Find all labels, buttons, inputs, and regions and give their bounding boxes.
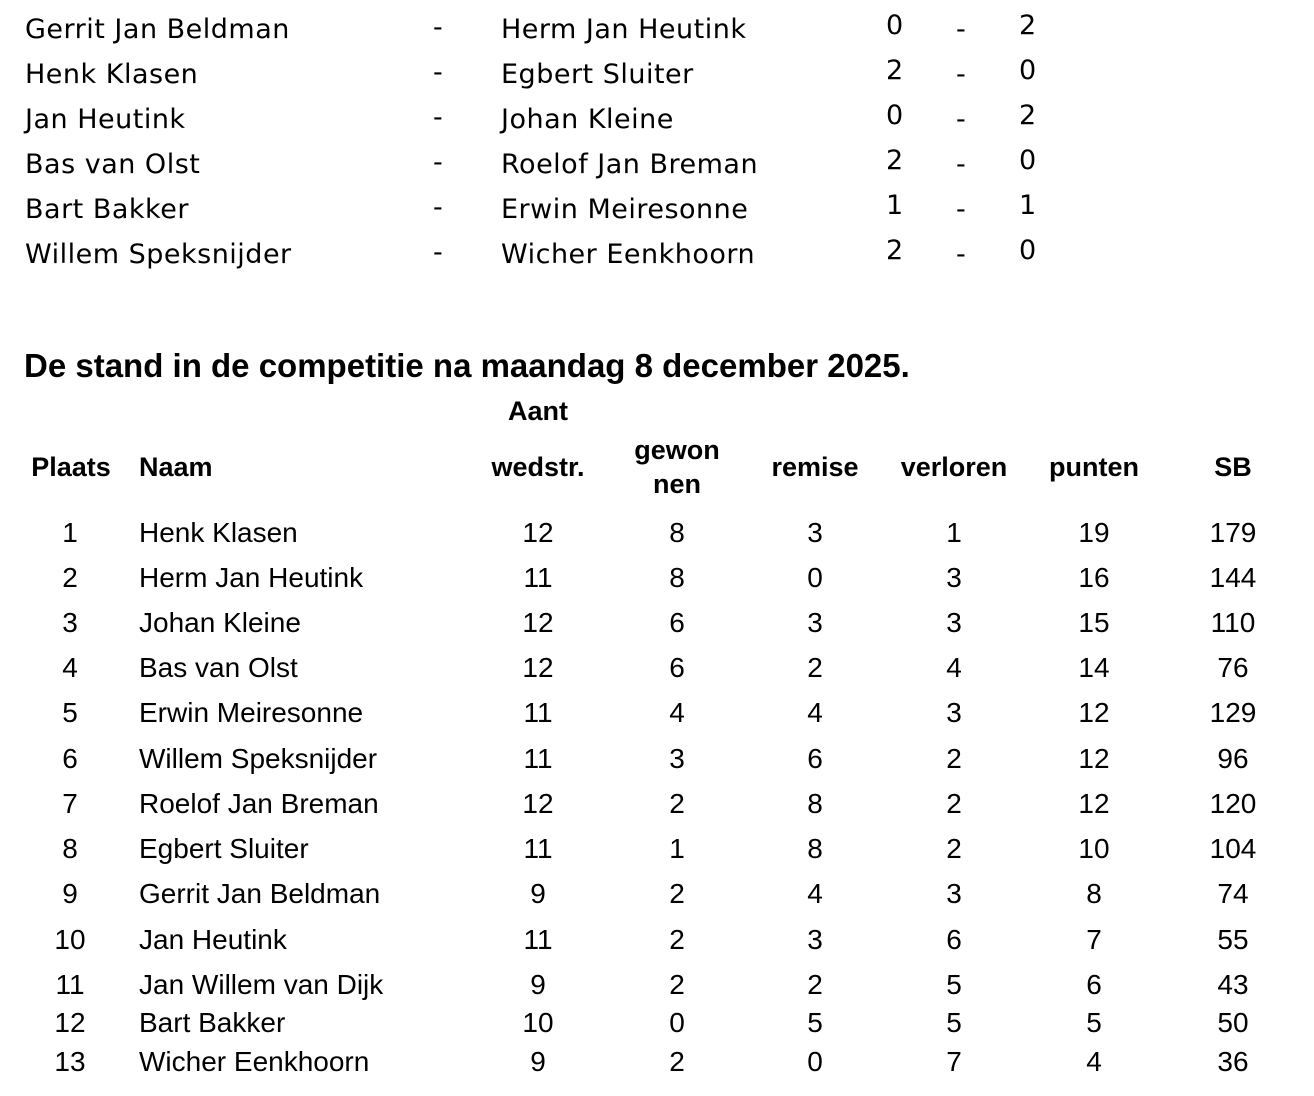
cell-punten: 4 — [1086, 1046, 1102, 1077]
cell-remise: 4 — [807, 697, 823, 728]
cell-gewonnen: 8 — [669, 562, 685, 593]
cell-naam: Willem Speksnijder — [139, 743, 378, 774]
cell-plaats: 8 — [62, 833, 78, 864]
away-score: 0 — [1019, 55, 1037, 86]
cell-wedstr: 10 — [522, 1007, 554, 1038]
home-player: Bas van Olst — [25, 149, 201, 180]
cell-gewonnen: 2 — [669, 1046, 685, 1077]
cell-verloren: 6 — [946, 924, 962, 955]
cell-remise: 5 — [807, 1007, 823, 1038]
header-punten: punten — [1049, 452, 1139, 482]
cell-verloren: 2 — [946, 743, 962, 774]
cell-sb: 104 — [1209, 833, 1257, 864]
cell-punten: 12 — [1078, 743, 1110, 774]
home-score: 0 — [886, 10, 904, 41]
cell-remise: 3 — [807, 517, 823, 548]
result-row — [0, 135, 1314, 180]
home-score: 2 — [886, 235, 904, 266]
cell-naam: Henk Klasen — [139, 517, 298, 548]
cell-verloren: 3 — [946, 607, 962, 638]
cell-gewonnen: 2 — [669, 878, 685, 909]
cell-gewonnen: 1 — [669, 833, 685, 864]
cell-sb: 144 — [1209, 562, 1257, 593]
cell-naam: Herm Jan Heutink — [139, 562, 364, 593]
away-player: Wicher Eenkhoorn — [501, 239, 756, 270]
standings-title: De stand in de competitie na maandag 8 december 2025. — [24, 347, 910, 384]
result-row — [0, 0, 1314, 45]
cell-gewonnen: 2 — [669, 924, 685, 955]
cell-verloren: 2 — [946, 788, 962, 819]
away-player: Erwin Meiresonne — [501, 194, 749, 225]
table-row — [0, 874, 1314, 914]
table-row — [0, 739, 1314, 779]
cell-remise: 6 — [807, 743, 823, 774]
table-row — [0, 920, 1314, 960]
cell-naam: Bart Bakker — [139, 1007, 286, 1038]
versus-separator: - — [433, 12, 444, 43]
cell-verloren: 1 — [946, 517, 962, 548]
cell-punten: 15 — [1078, 607, 1110, 638]
header-naam: Naam — [139, 452, 213, 482]
header-plaats: Plaats — [31, 452, 111, 482]
cell-plaats: 1 — [62, 517, 78, 548]
header-verloren: verloren — [900, 452, 1008, 482]
cell-gewonnen: 8 — [669, 517, 685, 548]
cell-remise: 0 — [807, 562, 823, 593]
home-score: 0 — [886, 100, 904, 131]
cell-wedstr: 11 — [523, 833, 553, 864]
cell-plaats: 2 — [62, 562, 78, 593]
score-separator: - — [956, 104, 967, 135]
table-row — [0, 513, 1314, 553]
cell-wedstr: 9 — [530, 878, 546, 909]
cell-gewonnen: 6 — [669, 607, 685, 638]
cell-sb: 36 — [1217, 1046, 1249, 1077]
cell-wedstr: 9 — [530, 1046, 546, 1077]
result-row — [0, 90, 1314, 135]
cell-sb: 50 — [1217, 1007, 1249, 1038]
score-separator: - — [956, 14, 967, 45]
cell-sb: 74 — [1217, 878, 1249, 909]
result-row — [0, 225, 1314, 270]
cell-sb: 129 — [1209, 697, 1257, 728]
cell-verloren: 2 — [946, 833, 962, 864]
cell-verloren: 5 — [946, 969, 962, 1000]
result-row — [0, 180, 1314, 225]
cell-sb: 120 — [1209, 788, 1257, 819]
cell-gewonnen: 2 — [669, 969, 685, 1000]
cell-punten: 10 — [1078, 833, 1110, 864]
cell-sb: 96 — [1217, 743, 1249, 774]
cell-wedstr: 11 — [523, 697, 553, 728]
cell-punten: 14 — [1078, 652, 1110, 683]
cell-plaats: 3 — [62, 607, 78, 638]
header-wedstr-line2: wedstr. — [491, 452, 585, 482]
cell-naam: Gerrit Jan Beldman — [139, 878, 381, 909]
table-row — [0, 603, 1314, 643]
home-player: Gerrit Jan Beldman — [25, 14, 290, 45]
away-score: 0 — [1019, 145, 1037, 176]
cell-remise: 0 — [807, 1046, 823, 1077]
versus-separator: - — [433, 192, 444, 223]
versus-separator: - — [433, 102, 444, 133]
cell-verloren: 3 — [946, 697, 962, 728]
cell-wedstr: 12 — [522, 607, 554, 638]
cell-naam: Bas van Olst — [139, 652, 298, 683]
cell-gewonnen: 3 — [669, 743, 685, 774]
table-row — [0, 829, 1314, 869]
cell-remise: 3 — [807, 924, 823, 955]
header-gewonnen-line1: gewon — [634, 435, 720, 465]
away-score: 2 — [1019, 10, 1037, 41]
cell-naam: Jan Heutink — [139, 924, 287, 955]
home-player: Willem Speksnijder — [25, 239, 292, 270]
cell-verloren: 5 — [946, 1007, 962, 1038]
away-player: Johan Kleine — [501, 104, 674, 135]
cell-punten: 16 — [1078, 562, 1110, 593]
cell-punten: 12 — [1078, 697, 1110, 728]
result-row — [0, 45, 1314, 90]
away-player: Herm Jan Heutink — [501, 14, 747, 45]
away-player: Egbert Sluiter — [501, 59, 694, 90]
cell-punten: 5 — [1086, 1007, 1102, 1038]
cell-naam: Jan Willem van Dijk — [139, 969, 384, 1000]
cell-sb: 76 — [1217, 652, 1249, 683]
cell-plaats: 6 — [62, 743, 78, 774]
cell-plaats: 11 — [55, 969, 85, 1000]
cell-wedstr: 11 — [523, 562, 553, 593]
cell-wedstr: 12 — [522, 517, 554, 548]
cell-wedstr: 11 — [523, 743, 553, 774]
cell-plaats: 13 — [54, 1046, 86, 1077]
cell-plaats: 12 — [54, 1007, 86, 1038]
cell-naam: Erwin Meiresonne — [139, 697, 364, 728]
versus-separator: - — [433, 237, 444, 268]
cell-remise: 2 — [807, 652, 823, 683]
cell-gewonnen: 4 — [669, 697, 685, 728]
home-player: Bart Bakker — [25, 194, 189, 225]
cell-naam: Johan Kleine — [139, 607, 301, 638]
cell-verloren: 3 — [946, 878, 962, 909]
cell-remise: 8 — [807, 833, 823, 864]
cell-plaats: 7 — [62, 788, 78, 819]
cell-sb: 55 — [1217, 924, 1249, 955]
cell-plaats: 4 — [62, 652, 78, 683]
table-row — [0, 1003, 1314, 1043]
cell-plaats: 10 — [54, 924, 86, 955]
cell-remise: 2 — [807, 969, 823, 1000]
cell-wedstr: 12 — [522, 788, 554, 819]
versus-separator: - — [433, 57, 444, 88]
cell-naam: Wicher Eenkhoorn — [139, 1046, 370, 1077]
cell-plaats: 9 — [62, 878, 78, 909]
cell-remise: 8 — [807, 788, 823, 819]
cell-verloren: 3 — [946, 562, 962, 593]
cell-gewonnen: 6 — [669, 652, 685, 683]
header-sb: SB — [1214, 452, 1252, 482]
table-row — [0, 648, 1314, 688]
score-separator: - — [956, 194, 967, 225]
cell-wedstr: 11 — [523, 924, 553, 955]
cell-remise: 4 — [807, 878, 823, 909]
home-score: 1 — [886, 190, 904, 221]
cell-sb: 43 — [1217, 969, 1249, 1000]
cell-sb: 110 — [1210, 607, 1256, 638]
score-separator: - — [956, 149, 967, 180]
cell-wedstr: 9 — [530, 969, 546, 1000]
score-separator: - — [956, 239, 967, 270]
table-row — [0, 965, 1314, 1005]
cell-punten: 8 — [1086, 878, 1102, 909]
header-wedstr-line1: Aant — [508, 396, 568, 426]
away-score: 1 — [1019, 190, 1037, 221]
away-score: 2 — [1019, 100, 1037, 131]
home-score: 2 — [886, 55, 904, 86]
cell-punten: 19 — [1078, 517, 1110, 548]
table-row — [0, 1042, 1314, 1082]
away-score: 0 — [1019, 235, 1037, 266]
header-remise: remise — [771, 452, 859, 482]
cell-plaats: 5 — [62, 697, 78, 728]
score-separator: - — [956, 59, 967, 90]
table-row — [0, 558, 1314, 598]
cell-remise: 3 — [807, 607, 823, 638]
cell-verloren: 4 — [946, 652, 962, 683]
home-player: Jan Heutink — [25, 104, 186, 135]
home-player: Henk Klasen — [25, 59, 199, 90]
cell-naam: Roelof Jan Breman — [139, 788, 379, 819]
cell-gewonnen: 0 — [669, 1007, 685, 1038]
cell-gewonnen: 2 — [669, 788, 685, 819]
cell-punten: 12 — [1078, 788, 1110, 819]
cell-verloren: 7 — [946, 1046, 962, 1077]
cell-wedstr: 12 — [522, 652, 554, 683]
cell-sb: 179 — [1209, 517, 1257, 548]
table-row — [0, 693, 1314, 733]
versus-separator: - — [433, 147, 444, 178]
table-row — [0, 784, 1314, 824]
away-player: Roelof Jan Breman — [501, 149, 759, 180]
cell-punten: 6 — [1086, 969, 1102, 1000]
header-gewonnen-line2: nen — [652, 469, 701, 499]
cell-naam: Egbert Sluiter — [139, 833, 309, 864]
home-score: 2 — [886, 145, 904, 176]
cell-punten: 7 — [1086, 924, 1102, 955]
